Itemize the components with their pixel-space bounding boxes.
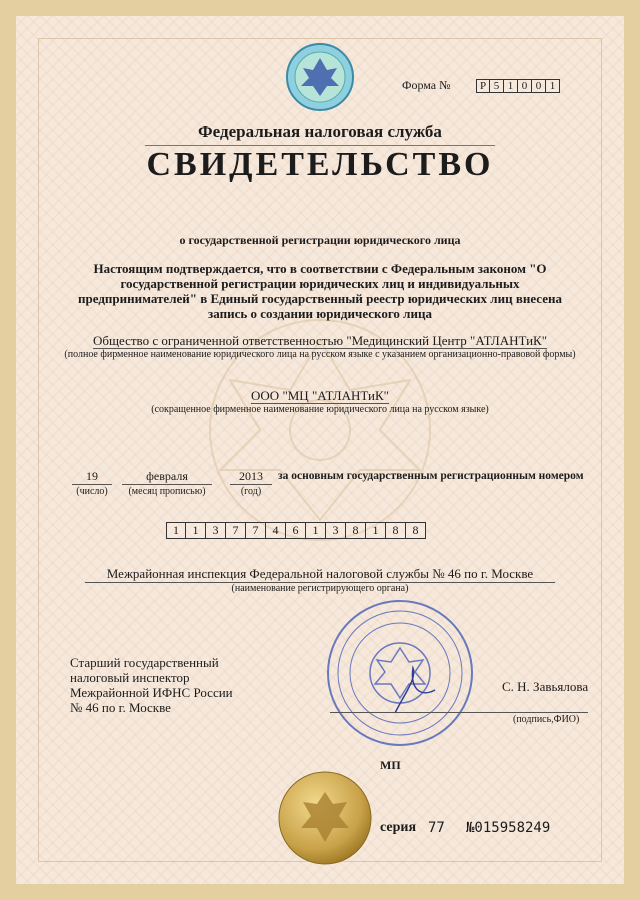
- authority-name: [40, 566, 600, 583]
- signature-icon: [395, 668, 435, 713]
- form-code-cell: 0: [518, 79, 532, 93]
- entity-short-name-note: (сокращенное фирменное наименование юридического лица на русском языке): [151, 404, 489, 415]
- ogrn-cell: 8: [346, 522, 366, 539]
- signatory-position: [70, 655, 270, 715]
- registration-month: февраля: [122, 469, 212, 485]
- registration-year: 2013: [230, 469, 272, 485]
- signature-note: (подпись,ФИО): [513, 714, 580, 725]
- official-seal-icon: [325, 598, 475, 748]
- ogrn-cell: 3: [326, 522, 346, 539]
- ogrn-cell: 1: [166, 522, 186, 539]
- position-line: налоговый инспектор: [70, 670, 190, 685]
- ogrn-cell: 8: [386, 522, 406, 539]
- form-code-cell: 1: [546, 79, 560, 93]
- authority-note: (наименование регистрирующего органа): [231, 583, 409, 594]
- form-code-cell: 0: [532, 79, 546, 93]
- ogrn-cell: 6: [286, 522, 306, 539]
- signatory-name: С. Н. Завьялова: [502, 679, 589, 694]
- entity-short-name: [40, 388, 600, 404]
- ogrn-cell: 4: [266, 522, 286, 539]
- day-note: (число): [76, 486, 108, 497]
- ogrn-cell: 8: [406, 522, 426, 539]
- position-line: Старший государственный: [70, 655, 219, 670]
- entity-full-name: [40, 333, 600, 349]
- series-value: 77: [428, 820, 445, 836]
- form-code-cell: 1: [504, 79, 518, 93]
- authority-name-value: Межрайонная инспекция Федеральной налоговой службы № 46 по г. Москве: [85, 566, 555, 583]
- confirmation-text: Настоящим подтверждается, что в соответствии с Федеральным законом "О государственной регистрации юридических лиц и индивидуальных предпринимателей" в Единый государственный реестр юридических лиц внесена запись о создании юридического лица: [78, 261, 562, 321]
- ogrn-caption: за основным государственным регистрационным номером: [278, 470, 584, 482]
- ogrn-boxes: [166, 522, 426, 539]
- year-note: (год): [240, 486, 262, 497]
- form-label: Форма №: [402, 78, 451, 92]
- entity-full-name-value: Общество с ограниченной ответственностью "Медицинский Центр "АТЛАНТиК": [92, 333, 548, 348]
- document-subtitle: о государственной регистрации юридического лица: [179, 233, 461, 247]
- ogrn-cell: 1: [366, 522, 386, 539]
- ogrn-cell: 3: [206, 522, 226, 539]
- form-code-cell: 5: [490, 79, 504, 93]
- position-line: Межрайонной ИФНС России: [70, 685, 233, 700]
- ogrn-cell: 7: [226, 522, 246, 539]
- entity-short-name-value: ООО "МЦ "АТЛАНТиК": [251, 388, 389, 403]
- ogrn-cell: 7: [246, 522, 266, 539]
- signature-line: [330, 712, 588, 713]
- form-code-cell: Р: [476, 79, 490, 93]
- serial-number: №015958249: [466, 820, 551, 836]
- registration-day: 19: [72, 469, 112, 485]
- month-note: (месяц прописью): [128, 486, 206, 497]
- ogrn-cell: 1: [186, 522, 206, 539]
- gold-medallion-icon: [277, 770, 373, 866]
- document-title: СВИДЕТЕЛЬСТВО: [146, 146, 494, 183]
- form-code-boxes: [476, 79, 560, 93]
- agency-name: Федеральная налоговая служба: [198, 122, 442, 141]
- mp-label: МП: [380, 758, 401, 772]
- ogrn-cell: 1: [306, 522, 326, 539]
- entity-full-name-note: (полное фирменное наименование юридического лица на русском языке с указанием организационно-правовой формы): [64, 349, 576, 360]
- series-label: серия: [380, 820, 417, 835]
- position-line: № 46 по г. Москве: [70, 700, 171, 715]
- hologram-emblem-icon: [285, 42, 355, 112]
